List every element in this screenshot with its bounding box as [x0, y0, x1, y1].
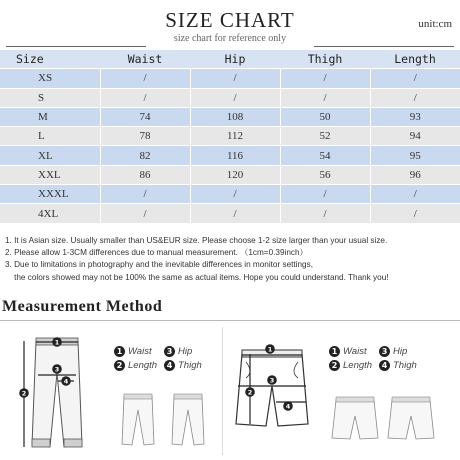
legend-label: Length — [128, 360, 158, 371]
legend-label: Hip — [393, 346, 408, 357]
value-cell: / — [280, 69, 370, 88]
long-pants-thumbnails — [118, 392, 218, 448]
col-size: Size — [0, 50, 100, 69]
legend-left-hip — [164, 346, 192, 357]
value-cell: 96 — [370, 165, 460, 184]
value-cell: / — [100, 69, 190, 88]
page-title: SIZE CHART — [165, 8, 295, 32]
badge-icon: 2 — [329, 360, 340, 371]
legend-label: Thigh — [393, 360, 417, 371]
col-hip: Hip — [190, 50, 280, 69]
table-body — [0, 69, 460, 223]
title-rule-left — [6, 46, 146, 47]
value-cell: / — [100, 204, 190, 223]
legend-right-thigh — [379, 360, 417, 371]
value-cell: 93 — [370, 107, 460, 126]
value-cell: 108 — [190, 107, 280, 126]
shorts-marker-3: 3 — [269, 376, 275, 385]
legend-left-thigh — [164, 360, 202, 371]
value-cell: / — [280, 204, 370, 223]
size-cell: M — [0, 107, 100, 126]
value-cell: 52 — [280, 127, 370, 146]
value-cell: 120 — [190, 165, 280, 184]
value-cell: 82 — [100, 146, 190, 165]
value-cell: 56 — [280, 165, 370, 184]
value-cell: 50 — [280, 107, 370, 126]
value-cell: / — [280, 185, 370, 204]
note-3-cont: the colors showed may not be 100% the same as actual items. Hope you could understand. Thank you! — [5, 272, 389, 282]
badge-icon: 3 — [164, 346, 175, 357]
size-cell: 4XL — [0, 204, 100, 223]
value-cell: 94 — [370, 127, 460, 146]
long-pants-outline — [32, 341, 82, 447]
value-cell: / — [280, 88, 370, 107]
legend-label: Waist — [343, 346, 367, 357]
measurement-rule — [0, 320, 460, 321]
value-cell: / — [370, 185, 460, 204]
table-row — [0, 146, 460, 165]
long-pants-cuff-right — [64, 439, 82, 447]
size-cell: L — [0, 127, 100, 146]
table-row — [0, 69, 460, 88]
value-cell: / — [190, 204, 280, 223]
shorts-thumb-back — [388, 400, 434, 439]
col-thigh: Thigh — [280, 50, 370, 69]
marker-3: 3 — [54, 365, 60, 374]
table-row — [0, 88, 460, 107]
thumb-back — [172, 396, 204, 445]
value-cell: / — [190, 69, 280, 88]
measurement-heading: Measurement Method — [2, 298, 163, 315]
size-cell: XS — [0, 69, 100, 88]
value-cell: / — [370, 88, 460, 107]
value-cell: 116 — [190, 146, 280, 165]
value-cell: 78 — [100, 127, 190, 146]
size-cell: XXL — [0, 165, 100, 184]
shorts-marker-2: 2 — [247, 388, 253, 397]
value-cell: / — [370, 204, 460, 223]
table-row — [0, 107, 460, 126]
note-2: 2. Please allow 1-3CM differences due to manual measurement. （1cm=0.39inch） — [5, 248, 308, 258]
note-1: 1. It is Asian size. Usually smaller than US&EUR size. Please choose 1-2 size larger than your usual size. — [5, 236, 388, 245]
size-cell: XXXL — [0, 185, 100, 204]
shorts-thumbnails — [330, 394, 440, 446]
legend-left-waist — [114, 346, 152, 357]
unit-label: unit:cm — [418, 18, 452, 30]
legend-label: Waist — [128, 346, 152, 357]
size-cell: XL — [0, 146, 100, 165]
value-cell: 95 — [370, 146, 460, 165]
table-row — [0, 127, 460, 146]
marker-1: 1 — [54, 338, 60, 347]
notes — [5, 235, 457, 284]
badge-icon: 2 — [114, 360, 125, 371]
long-pants-diagram — [12, 333, 102, 455]
legend-label: Length — [343, 360, 373, 371]
marker-2: 2 — [21, 389, 27, 398]
value-cell: 74 — [100, 107, 190, 126]
badge-icon: 1 — [329, 346, 340, 357]
value-cell: 54 — [280, 146, 370, 165]
value-cell: / — [190, 88, 280, 107]
note-3: 3. Due to limitations in photography and the inevitable differences in monitor settings, — [5, 260, 313, 270]
legend-label: Hip — [178, 346, 193, 357]
page-subtitle: size chart for reference only — [173, 33, 287, 44]
shorts-marker-1: 1 — [267, 345, 273, 354]
size-cell: S — [0, 88, 100, 107]
long-pants-cuff-left — [32, 439, 50, 447]
marker-4: 4 — [63, 377, 69, 386]
badge-icon: 4 — [164, 360, 175, 371]
badge-icon: 1 — [114, 346, 125, 357]
value-cell: / — [370, 69, 460, 88]
table-row — [0, 165, 460, 184]
legend-left-length — [114, 360, 157, 371]
badge-icon: 4 — [379, 360, 390, 371]
table-header-row — [0, 50, 460, 69]
shorts-marker-4: 4 — [285, 402, 291, 411]
value-cell: / — [190, 185, 280, 204]
legend-right-waist — [329, 346, 367, 357]
shorts-diagram — [232, 342, 312, 450]
thumb-front — [122, 396, 154, 445]
value-cell: / — [100, 88, 190, 107]
table-row — [0, 204, 460, 223]
badge-icon: 3 — [379, 346, 390, 357]
legend-label: Thigh — [178, 360, 202, 371]
size-table — [0, 50, 460, 224]
title-rule-right — [314, 46, 454, 47]
col-length: Length — [370, 50, 460, 69]
value-cell: 112 — [190, 127, 280, 146]
value-cell: 86 — [100, 165, 190, 184]
table-row — [0, 185, 460, 204]
col-waist: Waist — [100, 50, 190, 69]
shorts-thumb-front — [332, 400, 378, 439]
panel-divider — [222, 327, 223, 455]
legend-right-length — [329, 360, 372, 371]
legend-right-hip — [379, 346, 407, 357]
value-cell: / — [100, 185, 190, 204]
